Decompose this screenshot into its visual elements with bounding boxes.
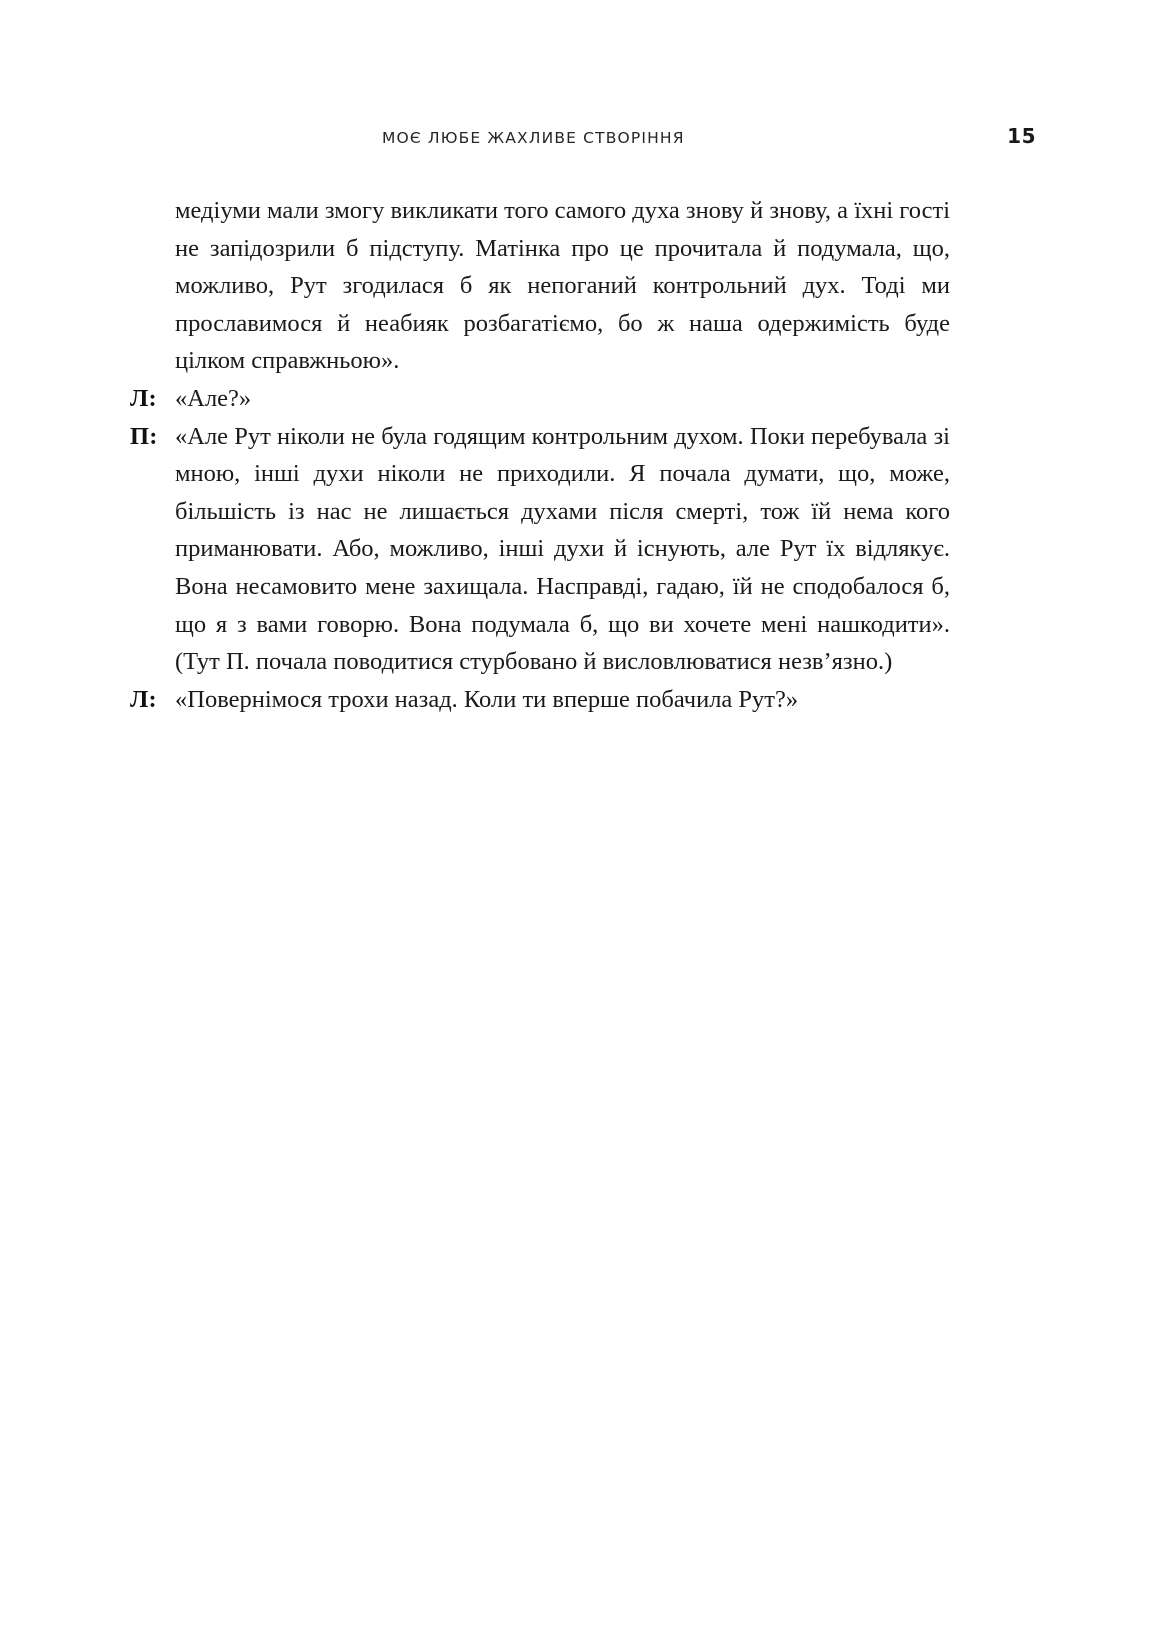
speech-text: «Але Рут ніколи не була годящим контрольним духом. Поки перебувала зі мною, інші духи ніколи не приходили. Я почала думати, що, може, більшість із нас не лишається духами після смерті, тож їй нема кого приманювати. Або, можливо, інші духи й існують, але Рут їх відлякує. Вона несамовито мене захищала. Насправді, гадаю, їй не сподобалося б, що я з вами говорю. Вона подумала б, що ви хочете мені нашкодити». (Тут П. почала поводитися стурбовано й висловлюватися незв’язно.) xyxy=(175,422,950,676)
running-head-title: МОЄ ЛЮБЕ ЖАХЛИВЕ СТВОРІННЯ xyxy=(382,129,685,147)
speaker-label: Л: xyxy=(130,685,157,713)
running-head xyxy=(130,124,1036,150)
body-text-block xyxy=(130,192,950,718)
continued-paragraph: медіуми мали змогу викликати того самого духа знову й знову, а їхні гості не запідозрили б підступу. Матінка про це прочитала й подумала, що, можливо, Рут згодилася б як непоганий контрольний дух. Тоді ми прославимося й неабияк розбагатіємо, бо ж наша одержимість буде цілком справжньою». xyxy=(175,197,950,375)
speaker-label: П: xyxy=(130,422,158,450)
speech-text: «Але?» xyxy=(175,384,252,412)
speaker-label: Л: xyxy=(130,384,157,412)
speech-text: «Повернімося трохи назад. Коли ти вперше побачила Рут?» xyxy=(175,685,799,713)
page-number: 15 xyxy=(1007,124,1036,148)
dialogue-line xyxy=(130,380,950,418)
dialogue-line xyxy=(130,418,950,681)
dialogue-line xyxy=(130,681,950,719)
